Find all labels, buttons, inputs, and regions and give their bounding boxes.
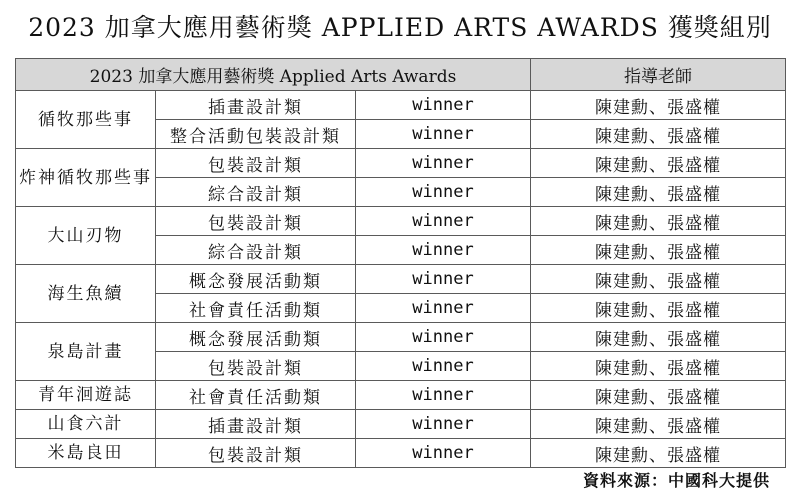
table-header-row: [16, 59, 786, 91]
advisor-names: 陳建勳、張盛權: [531, 265, 786, 294]
award-category: 整合活動包裝設計類: [156, 120, 356, 149]
award-category: 社會責任活動類: [156, 294, 356, 323]
award-result: winner: [356, 207, 531, 236]
source-note: 資料來源：中國科大提供: [582, 471, 770, 490]
table-row: [16, 91, 786, 120]
award-result: winner: [356, 236, 531, 265]
header-teacher: 指導老師: [531, 59, 786, 91]
award-category: 插畫設計類: [156, 410, 356, 439]
advisor-names: 陳建勳、張盛權: [531, 439, 786, 468]
table-row: [16, 207, 786, 236]
award-result: winner: [356, 149, 531, 178]
award-result: winner: [356, 381, 531, 410]
table-row: [16, 323, 786, 352]
table-row: [16, 265, 786, 294]
award-category: 概念發展活動類: [156, 323, 356, 352]
award-category: 綜合設計類: [156, 178, 356, 207]
award-category: 綜合設計類: [156, 236, 356, 265]
award-result: winner: [356, 410, 531, 439]
award-result: winner: [356, 91, 531, 120]
advisor-names: 陳建勳、張盛權: [531, 381, 786, 410]
advisor-names: 陳建勳、張盛權: [531, 236, 786, 265]
award-category: 包裝設計類: [156, 439, 356, 468]
award-category: 概念發展活動類: [156, 265, 356, 294]
award-category: 包裝設計類: [156, 149, 356, 178]
project-name: 米島良田: [16, 439, 156, 468]
project-name: 青年洄遊誌: [16, 381, 156, 410]
advisor-names: 陳建勳、張盛權: [531, 91, 786, 120]
award-result: winner: [356, 120, 531, 149]
award-result: winner: [356, 265, 531, 294]
table-row: [16, 149, 786, 178]
advisor-names: 陳建勳、張盛權: [531, 120, 786, 149]
table-row: [16, 439, 786, 468]
page-title: 2023 加拿大應用藝術獎 APPLIED ARTS AWARDS 獲獎組別: [28, 13, 772, 42]
advisor-names: 陳建勳、張盛權: [531, 294, 786, 323]
advisor-names: 陳建勳、張盛權: [531, 410, 786, 439]
award-category: 包裝設計類: [156, 352, 356, 381]
awards-table: [15, 58, 786, 468]
advisor-names: 陳建勳、張盛權: [531, 178, 786, 207]
award-category: 插畫設計類: [156, 91, 356, 120]
project-name: 泉島計畫: [16, 323, 156, 381]
advisor-names: 陳建勳、張盛權: [531, 352, 786, 381]
award-category: 包裝設計類: [156, 207, 356, 236]
table-row: [16, 410, 786, 439]
header-award: 2023 加拿大應用藝術獎 Applied Arts Awards: [16, 59, 531, 91]
advisor-names: 陳建勳、張盛權: [531, 323, 786, 352]
advisor-names: 陳建勳、張盛權: [531, 149, 786, 178]
award-result: winner: [356, 323, 531, 352]
award-result: winner: [356, 294, 531, 323]
project-name: 海生魚續: [16, 265, 156, 323]
project-name: 炸神循牧那些事: [16, 149, 156, 207]
award-result: winner: [356, 439, 531, 468]
award-result: winner: [356, 178, 531, 207]
award-category: 社會責任活動類: [156, 381, 356, 410]
advisor-names: 陳建勳、張盛權: [531, 207, 786, 236]
project-name: 循牧那些事: [16, 91, 156, 149]
project-name: 大山刃物: [16, 207, 156, 265]
award-result: winner: [356, 352, 531, 381]
project-name: 山食六計: [16, 410, 156, 439]
table-row: [16, 381, 786, 410]
